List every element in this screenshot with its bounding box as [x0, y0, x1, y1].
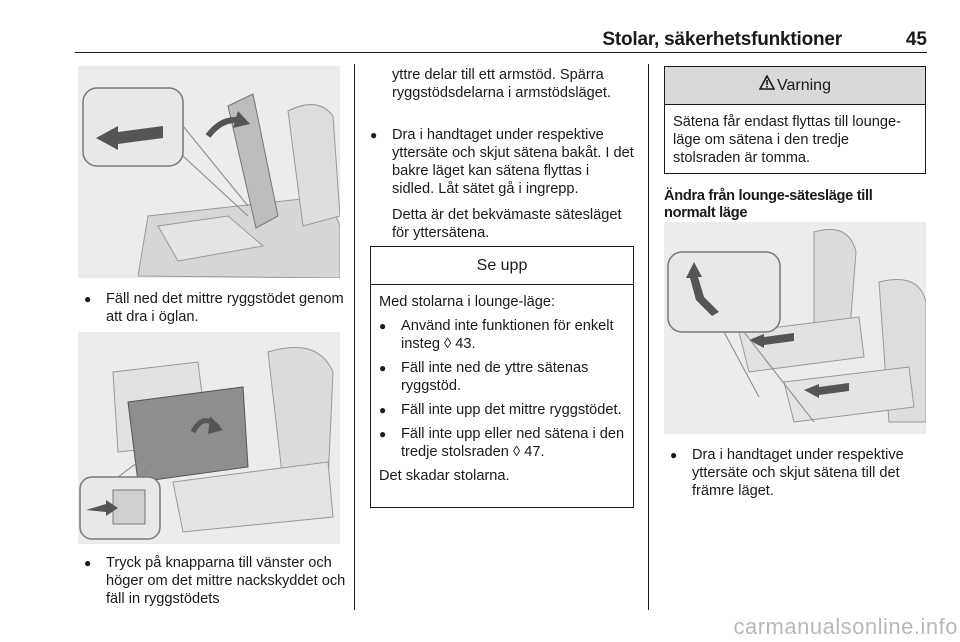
- list-item: ● Fäll inte upp det mittre ryggstödet.: [379, 402, 622, 418]
- paragraph: Detta är det bekvämaste sätesläget för yttersätena.: [392, 207, 622, 241]
- caution-title: Se upp: [371, 247, 633, 285]
- list-item: ● Fäll inte ned de yttre sätenas ryggstöd.: [379, 360, 589, 394]
- page-number: 45: [905, 29, 927, 50]
- illustration-seats-forward: [664, 222, 926, 434]
- caution-intro: Med stolarna i lounge-läge:: [379, 294, 556, 310]
- bullet-symbol: ●: [379, 403, 387, 417]
- figure-armrest-button: [78, 332, 340, 544]
- bullet-symbol: ●: [370, 128, 378, 142]
- illustration-seat-backrest: [78, 66, 340, 278]
- figure-fold-middle-backrest: [78, 66, 340, 278]
- list-item: ● Fäll ned det mittre ryggstödet genom att dra i öglan.: [84, 291, 344, 325]
- caution-box: [370, 246, 634, 508]
- list-item: ● Fäll inte upp eller ned sätena i den tredje stolsraden ◊ 47.: [379, 426, 625, 460]
- bullet-symbol: ●: [84, 556, 92, 570]
- bullet-symbol: ●: [670, 448, 678, 462]
- bullet-symbol: ●: [84, 292, 92, 306]
- caution-body: [371, 285, 633, 491]
- column-divider-left: [354, 64, 355, 610]
- figure-move-seats-forward: [664, 222, 926, 434]
- caution-outro: Det skadar stolarna.: [379, 468, 510, 484]
- paragraph: yttre delar till ett armstöd. Spärra ryggstödsdelarna i armstödsläget.: [392, 67, 612, 101]
- bullet-symbol: ●: [379, 319, 387, 333]
- illustration-armrest: [78, 332, 340, 544]
- page-header: [75, 28, 927, 53]
- bullet-symbol: ●: [379, 427, 387, 441]
- warning-box: [664, 66, 926, 174]
- column-divider-right: [648, 64, 649, 610]
- bullet-symbol: ●: [379, 361, 387, 375]
- list-item: ● Använd inte funktionen för enkelt insteg ◊ 43.: [379, 318, 614, 352]
- section-heading: Ändra från lounge-sätesläge till normalt läge: [664, 188, 873, 221]
- page-title: Stolar, säkerhetsfunktioner: [602, 29, 842, 50]
- warning-title: Varning: [777, 77, 831, 95]
- warning-body: Sätena får endast flyttas till lounge-läge om sätena i den tredje stolsraden är tomma.: [673, 114, 901, 166]
- watermark: carmanualsonline.info: [733, 614, 958, 639]
- list-item: ● Dra i handtaget under respektive yttersäte och skjut sätena till det främre läget.: [670, 447, 904, 499]
- list-item: ● Tryck på knapparna till vänster och höger om det mittre nackskyddet och fäll in ryggstödets: [84, 555, 346, 607]
- warning-triangle-icon: [759, 67, 775, 105]
- warning-header: [665, 67, 925, 105]
- list-item: ● Dra i handtaget under respektive yttersäte och skjut sätena bakåt. I det bakre läget kan sätena flyttas i sidled. Låt sätet gå i ingrepp.: [370, 127, 634, 197]
